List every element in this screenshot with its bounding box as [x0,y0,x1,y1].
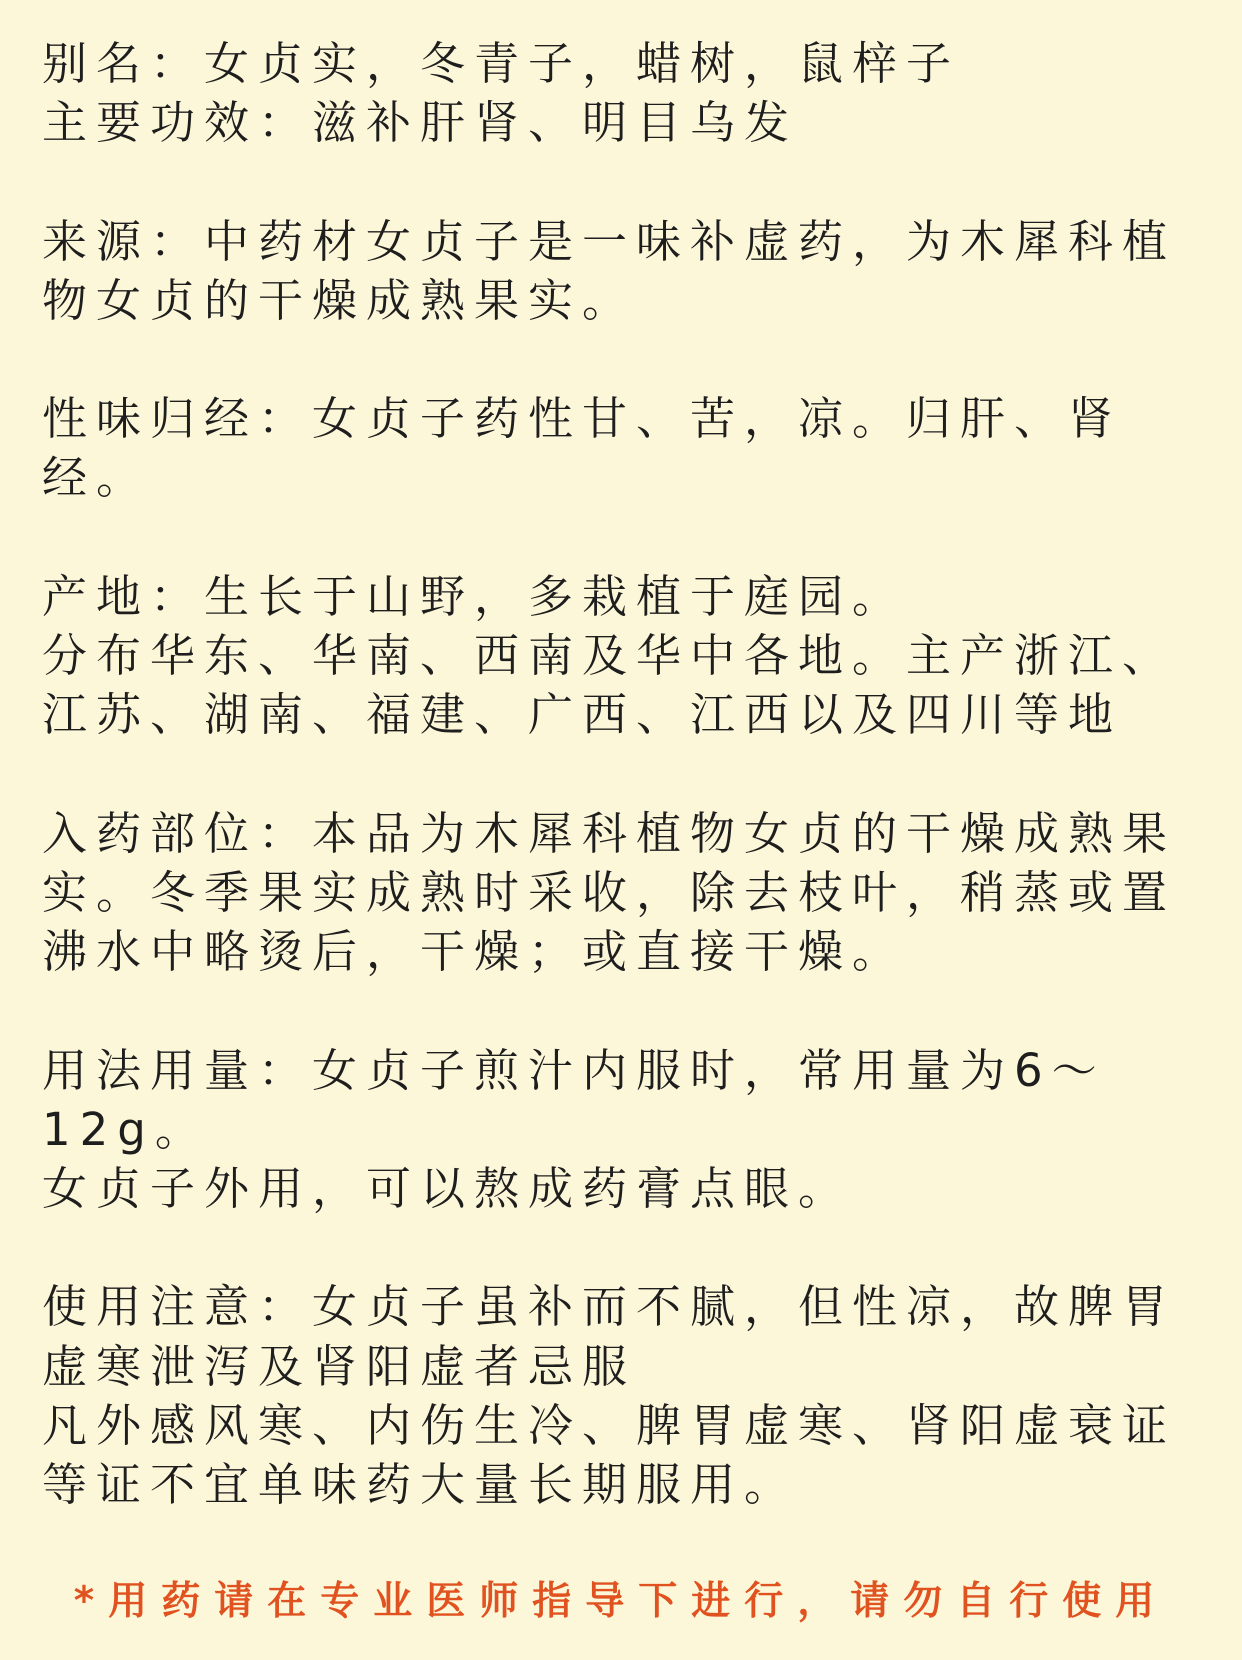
text-line: 经。 [42,451,151,505]
text-line: 等证不宜单味药大量长期服用。 [42,1458,799,1512]
section-aliases [42,34,1232,153]
text-line: 沸水中略烫后，干燥；或直接干燥。 [42,925,907,979]
text-line: 主要功效：滋补肝肾、明目乌发 [42,96,799,150]
text-line: 凡外感风寒、内伤生冷、脾胃虚寒、肾阳虚衰证 [42,1399,1177,1453]
text-line: 别名：女贞实，冬青子，蜡树，鼠梓子 [42,37,961,90]
text-line: 江苏、湖南、福建、广西、江西以及四川等地 [42,688,1123,742]
text-line: 产地：生长于山野，多栽植于庭园。 [42,569,907,623]
medical-disclaimer: *用药请在专业医师指导下进行，请勿自行使用 [73,1579,1169,1624]
section-source [42,212,1232,331]
text-line: 分布华东、华南、西南及华中各地。主产浙江、 [42,629,1177,683]
herb-info-content [42,34,1232,1574]
text-line: 实。冬季果实成熟时采收，除去枝叶，稍蒸或置 [42,865,1177,919]
text-line: 性味归经：女贞子药性甘、苦，凉。归肝、肾 [42,392,1123,446]
section-origin [42,567,1232,745]
section-nature-meridian [42,389,1232,508]
text-line: 来源：中药材女贞子是一味补虚药，为木犀科植 [42,214,1177,268]
text-line: 使用注意：女贞子虽补而不腻，但性凉，故脾胃 [42,1280,1177,1334]
section-medicinal-part [42,804,1232,982]
section-usage-dosage [42,1041,1232,1219]
text-line: 虚寒泄泻及肾阳虚者忌服 [42,1339,637,1393]
text-line: 物女贞的干燥成熟果实。 [42,273,637,327]
text-line: 入药部位：本品为木犀科植物女贞的干燥成熟果 [42,806,1177,860]
text-line: 用法用量：女贞子煎汁内服时，常用量为6～ [42,1043,1106,1097]
section-precautions [42,1277,1232,1514]
text-line: 12g。 [42,1102,209,1156]
text-line: 女贞子外用，可以熬成药膏点眼。 [42,1162,853,1216]
